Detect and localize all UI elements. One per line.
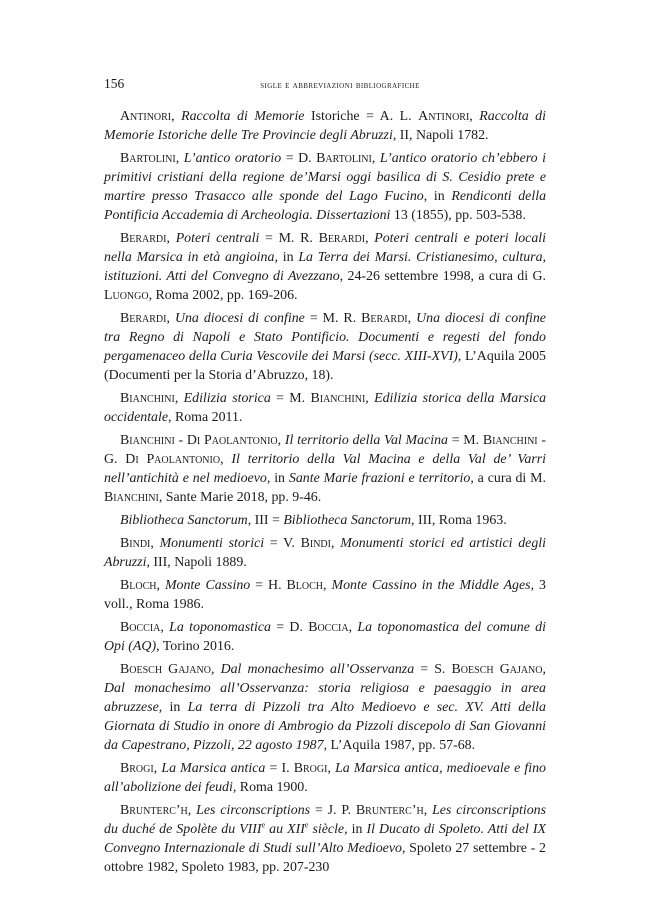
entry-text: , 24-26 settembre 1998, a cura di G. — [339, 269, 546, 284]
entry-text: - G. — [104, 433, 546, 467]
title-text: La toponomastica del comune di Opi (AQ) — [104, 620, 546, 654]
entry-text: = S. — [414, 662, 452, 677]
title-text: Poteri centrali — [175, 231, 260, 246]
title-text: L’antico oratorio — [183, 151, 282, 166]
author-name: Bindi — [120, 536, 151, 551]
bibliography-entry — [104, 431, 546, 507]
entry-text: , — [365, 231, 375, 246]
entry-text: , III = — [247, 513, 284, 528]
bibliography-entry — [104, 534, 546, 572]
bibliography-entry — [104, 389, 546, 427]
entry-text: , — [330, 536, 341, 551]
entry-text: , Roma 2011. — [168, 410, 243, 425]
entry-text: , — [327, 761, 336, 776]
title-text: La Marsica antica — [161, 761, 266, 776]
entry-text: , Spoleto 27 settembre - 2 ottobre 1982, Spoleto 1983, pp. 207-230 — [104, 841, 546, 875]
entry-text: , II, Napoli 1782. — [392, 128, 489, 143]
entry-text: , L’Aquila 1987, pp. 57-68. — [323, 738, 476, 753]
author-name: Bloch — [120, 578, 157, 593]
entry-text: , 3 voll., Roma 1986. — [104, 578, 546, 612]
author-name: Brunterc’h — [120, 803, 188, 818]
page-number: 156 — [104, 76, 125, 91]
entry-text: = M. R. — [304, 311, 362, 326]
bibliography-entry — [104, 618, 546, 656]
entry-text: , in — [344, 822, 367, 837]
bibliography-entry — [104, 149, 546, 225]
title-text: Il territorio della Val Macina e della Val de’ Varri nell’antichità e nel medioevo — [104, 452, 546, 486]
entry-text: , Torino 2016. — [156, 639, 235, 654]
entry-text: e — [304, 820, 309, 830]
entry-text: , — [210, 662, 221, 677]
entry-text: , — [371, 151, 380, 166]
entry-text: , L’Aquila 2005 (Documenti per la Storia d’Abruzzo, 18). — [104, 349, 546, 383]
title-text: Monumenti storici — [159, 536, 265, 551]
author-name: Berardi — [120, 231, 167, 246]
author-name: Brogi — [293, 761, 328, 776]
title-text: Rendiconti della Pontificia Accademia di Archeologia. Dissertazioni — [104, 189, 547, 223]
author-name: Bianchini — [310, 391, 366, 406]
entry-text: , — [220, 452, 232, 467]
title-text: Poteri centrali e poteri locali nella Marsica in età angioina — [104, 231, 546, 265]
title-text: Raccolta di Memorie Istoriche delle Tre Provincie degli Abruzzi — [104, 109, 546, 143]
title-text: Il Ducato di Spoleto. Atti del IX Convegno Internazionale di Studi sull’Alto Medioevo — [104, 822, 546, 856]
entry-text: , a cura di M. — [470, 471, 546, 486]
author-name: Boesch Gajano — [451, 662, 543, 677]
page-header — [104, 76, 546, 92]
bibliography-entry — [104, 229, 546, 305]
author-name: Bartolini — [120, 151, 176, 166]
author-name: Bianchini — [104, 490, 159, 505]
entry-text: , Roma 2002, pp. 169-206. — [148, 288, 298, 303]
title-text: siècle — [308, 822, 345, 837]
entry-text: e — [261, 820, 266, 830]
title-text: Il territorio della Val Macina — [284, 433, 448, 448]
author-name: Luongo — [104, 288, 149, 303]
bibliography-entry — [104, 759, 546, 797]
bibliography-entry — [104, 660, 546, 755]
entry-text: , — [277, 433, 285, 448]
entry-text: , III, Roma 1963. — [411, 513, 507, 528]
author-name: Di Paolantonio — [125, 452, 221, 467]
title-text: La toponomastica — [169, 620, 271, 635]
author-name: Berardi — [120, 311, 167, 326]
entry-text: 13 (1855), pp. 503-538. — [390, 208, 526, 223]
entry-text: = V. — [264, 536, 301, 551]
entry-text: , — [407, 311, 417, 326]
bibliography-entry — [104, 511, 546, 530]
entry-text: , — [150, 536, 160, 551]
title-text: au XII — [265, 822, 305, 837]
author-name: Bianchini — [120, 391, 175, 406]
author-name: Bianchini - Di Paolantonio — [120, 433, 278, 448]
title-text: Raccolta di Memorie — [181, 109, 305, 124]
entry-text: , — [542, 662, 546, 677]
running-head: sigle e abbreviazioni bibliografiche — [260, 80, 420, 91]
entry-text: = J. P. — [310, 803, 356, 818]
author-name: Boesch Gajano — [120, 662, 211, 677]
author-name: Brunterc’h — [355, 803, 424, 818]
entry-text: , — [156, 578, 165, 593]
title-text: Edilizia storica della Marsica occidentale — [104, 391, 547, 425]
title-text: Monte Cassino — [164, 578, 251, 593]
author-name: Boccia — [120, 620, 161, 635]
entry-text: , in — [274, 250, 299, 265]
author-name: Antinori — [418, 109, 470, 124]
title-text: Dal monachesimo all’Osservanza: storia religiosa e paesaggio in area abruzzese — [104, 681, 546, 715]
title-text: Monte Cassino in the Middle Ages — [331, 578, 531, 593]
bibliography-list — [104, 107, 546, 881]
title-text: Monumenti storici ed artistici degli Abruzzi — [104, 536, 547, 570]
entry-text: , — [348, 620, 358, 635]
title-text: Una diocesi di confine — [174, 311, 305, 326]
title-text: Les circonscriptions — [196, 803, 311, 818]
entry-text: , — [175, 151, 184, 166]
entry-text: = D. — [281, 151, 317, 166]
entry-text: = H. — [250, 578, 287, 593]
entry-text: , — [153, 761, 162, 776]
entry-text: , in — [423, 189, 452, 204]
entry-text: , — [469, 109, 480, 124]
title-text: L’antico oratorio ch’ebbero i primitivi cristiani della regione de’Marsi oggi basilica di S. Cesidio prete e martire presso Trasacco alle sponde del Lago Fucino — [104, 151, 547, 204]
title-text: Dal monachesimo all’Osservanza — [220, 662, 415, 677]
entry-text: , — [423, 803, 433, 818]
title-text: La Terra dei Marsi. Cristianesimo, cultura, istituzioni. Atti del Convegno di Avezzano — [104, 250, 546, 284]
entry-text: , — [174, 391, 184, 406]
author-name: Brogi — [120, 761, 154, 776]
entry-text: , in — [266, 471, 289, 486]
entry-text: , — [171, 109, 182, 124]
title-text: Edilizia storica — [183, 391, 271, 406]
entry-text: , in — [158, 700, 188, 715]
entry-text: , — [166, 231, 176, 246]
entry-text: , — [187, 803, 197, 818]
title-text: Les circonscriptions du duché de Spolète du VIII — [104, 803, 546, 837]
entry-text: = M. — [270, 391, 311, 406]
title-text: La Marsica antica, medioevale e fino all’abolizione dei feudi — [104, 761, 547, 795]
author-name: Boccia — [308, 620, 349, 635]
author-name: Berardi — [318, 231, 366, 246]
entry-text: , — [160, 620, 170, 635]
entry-text: , Roma 1900. — [232, 780, 308, 795]
bibliography-entry — [104, 801, 546, 877]
author-name: Antinori — [120, 109, 172, 124]
author-name: Bianchini — [482, 433, 538, 448]
title-text: La terra di Pizzoli tra Alto Medioevo e sec. XV. Atti della Giornata di Studio in onore di Ambrogio da Pizzoli discepolo di San Giovanni da Capestrano, Pizzoli, 22 agosto 1987 — [104, 700, 546, 753]
author-name: Bloch — [286, 578, 324, 593]
author-name: Bartolini — [316, 151, 372, 166]
title-text: Bibliotheca Sanctorum — [283, 513, 412, 528]
bibliography-entry — [104, 107, 546, 145]
author-name: Berardi — [361, 311, 408, 326]
title-text: Bibliotheca Sanctorum — [120, 513, 248, 528]
entry-text: = M. — [447, 433, 483, 448]
bibliography-entry — [104, 576, 546, 614]
entry-text: Istoriche = A. L. — [304, 109, 419, 124]
entry-text: , III, Napoli 1889. — [146, 555, 247, 570]
entry-text: = I. — [265, 761, 294, 776]
bibliography-entry — [104, 309, 546, 385]
entry-text: = D. — [270, 620, 309, 635]
title-text: Una diocesi di confine tra Regno di Napoli e Stato Pontificio. Documenti e regesti del fondo pergamenaceo della Curia Vescovile dei Marsi (secc. XIII-XVI) — [104, 311, 546, 364]
entry-text: , — [323, 578, 332, 593]
entry-text: , Sante Marie 2018, pp. 9-46. — [158, 490, 322, 505]
title-text: Sante Marie frazioni e territorio — [288, 471, 471, 486]
author-name: Bindi — [300, 536, 331, 551]
entry-text: = M. R. — [259, 231, 319, 246]
entry-text: , — [365, 391, 375, 406]
entry-text: , — [166, 311, 175, 326]
